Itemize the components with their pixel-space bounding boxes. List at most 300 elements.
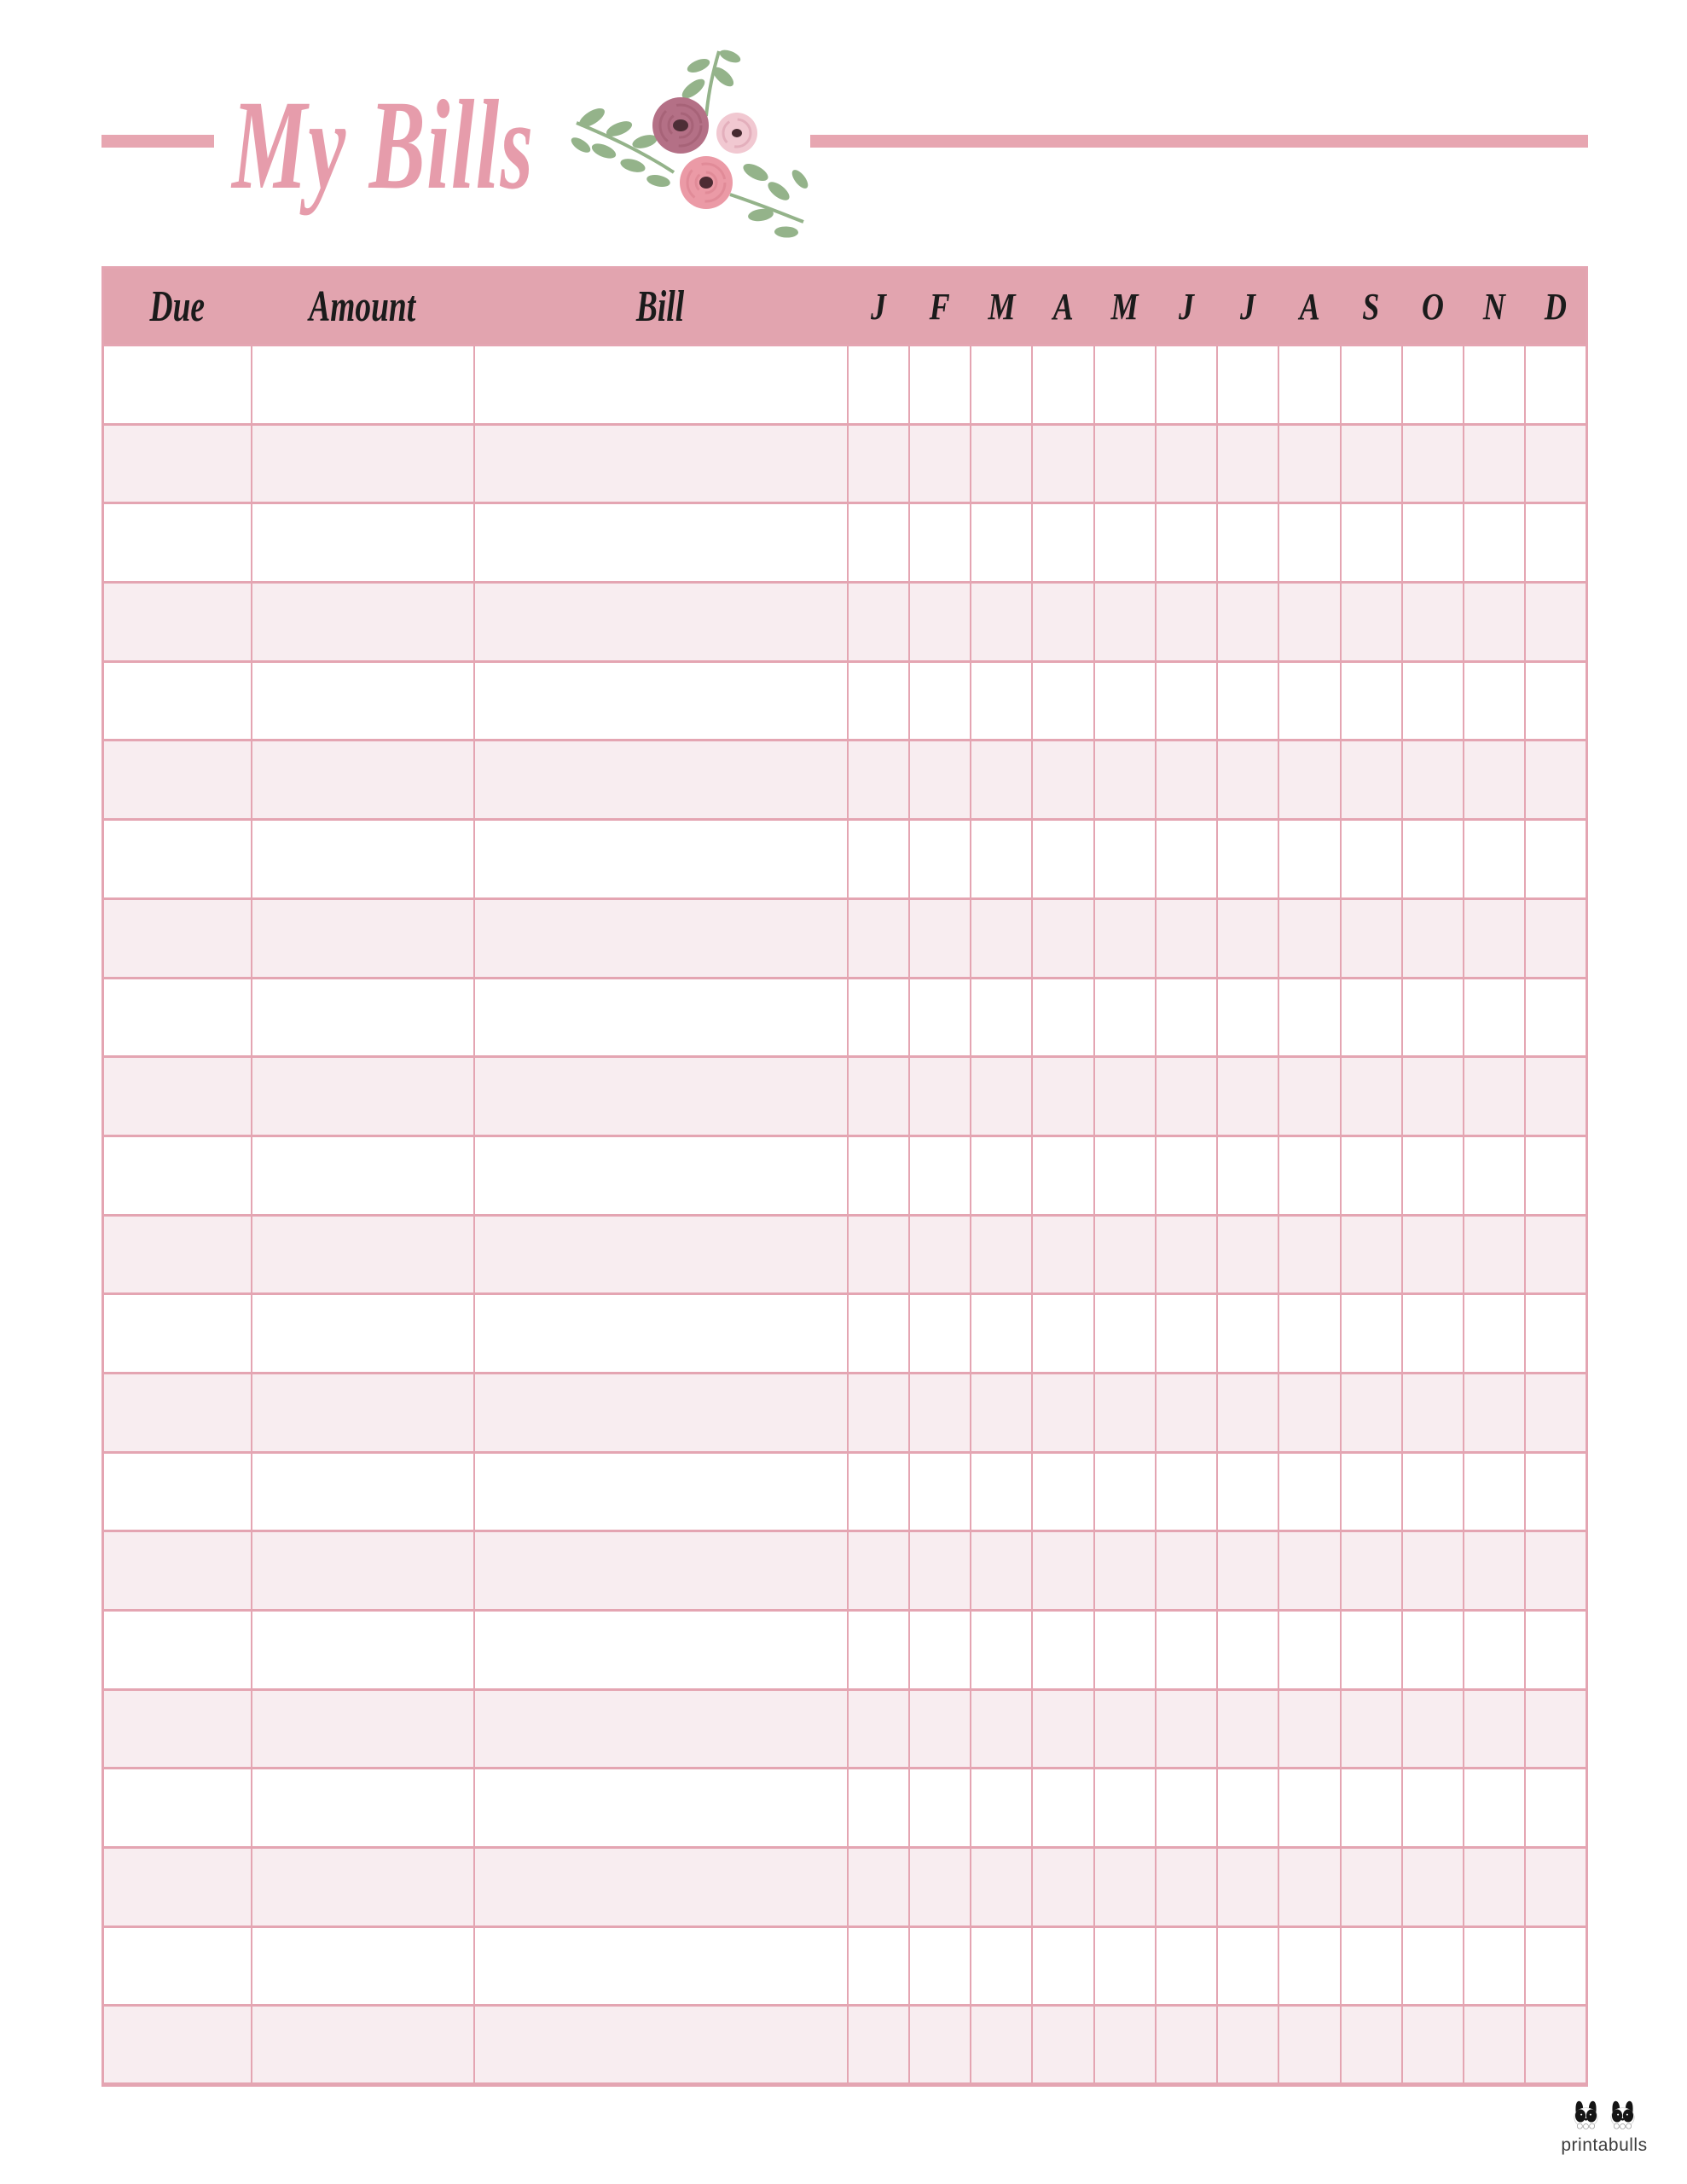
month-cell <box>1464 661 1525 741</box>
due-cell <box>103 1294 252 1374</box>
month-cell <box>971 820 1032 899</box>
month-cell <box>971 1215 1032 1294</box>
amount-cell <box>252 1452 474 1531</box>
month-cell <box>909 1057 971 1136</box>
month-cell <box>1402 1531 1464 1611</box>
table-row <box>103 1926 1587 2006</box>
month-cell <box>909 2006 971 2085</box>
month-cell <box>1341 978 1402 1057</box>
month-cell <box>1402 1136 1464 1215</box>
month-cell <box>1278 1611 1340 1690</box>
bill-cell <box>474 346 848 425</box>
month-cell <box>1278 661 1340 741</box>
amount-cell <box>252 1294 474 1374</box>
month-cell <box>1278 1452 1340 1531</box>
bulldog-head <box>1574 2101 1597 2129</box>
month-cell <box>971 2006 1032 2085</box>
table-row <box>103 741 1587 820</box>
month-cell <box>848 978 909 1057</box>
month-cell <box>1278 1373 1340 1452</box>
amount-cell <box>252 1373 474 1452</box>
month-cell <box>909 1531 971 1611</box>
month-cell <box>848 1452 909 1531</box>
month-cell <box>1341 1057 1402 1136</box>
month-cell <box>1156 1452 1217 1531</box>
month-cell <box>1525 1531 1586 1611</box>
month-cell <box>1525 741 1586 820</box>
table-row <box>103 1848 1587 1927</box>
column-header-due: Due <box>103 268 252 346</box>
bill-cell <box>474 1531 848 1611</box>
month-cell <box>971 741 1032 820</box>
month-cell <box>1525 1926 1586 2006</box>
month-cell <box>1341 1926 1402 2006</box>
month-cell <box>971 1689 1032 1769</box>
column-header-month: M <box>1094 268 1156 346</box>
bills-table-body <box>103 346 1587 2085</box>
month-cell <box>1402 1769 1464 1848</box>
month-cell <box>1094 1136 1156 1215</box>
month-cell <box>1341 1689 1402 1769</box>
month-cell <box>1278 503 1340 583</box>
month-cell <box>1217 1689 1278 1769</box>
month-cell <box>1217 1926 1278 2006</box>
flower-bouquet-illustration <box>554 38 810 253</box>
month-cell <box>1464 2006 1525 2085</box>
amount-cell <box>252 1215 474 1294</box>
month-cell <box>848 346 909 425</box>
month-cell <box>909 741 971 820</box>
month-cell <box>1278 1848 1340 1927</box>
month-cell <box>1341 741 1402 820</box>
month-cell <box>1217 1373 1278 1452</box>
due-cell <box>103 1611 252 1690</box>
month-cell <box>848 661 909 741</box>
month-cell <box>1278 1136 1340 1215</box>
month-cell <box>1217 346 1278 425</box>
month-cell <box>909 346 971 425</box>
month-cell <box>1217 583 1278 662</box>
two-bulldogs-icon <box>1568 2097 1641 2135</box>
month-cell <box>1402 898 1464 978</box>
month-cell <box>848 1848 909 1927</box>
column-header-month: N <box>1464 268 1525 346</box>
table-row <box>103 978 1587 1057</box>
due-cell <box>103 503 252 583</box>
month-cell <box>1402 741 1464 820</box>
month-cell <box>1032 1136 1093 1215</box>
month-cell <box>1341 503 1402 583</box>
month-cell <box>1402 978 1464 1057</box>
month-cell <box>1032 820 1093 899</box>
amount-cell <box>252 1531 474 1611</box>
bill-cell <box>474 503 848 583</box>
month-cell <box>1525 820 1586 899</box>
month-cell <box>1402 503 1464 583</box>
month-cell <box>1156 1373 1217 1452</box>
month-cell <box>1525 1611 1586 1690</box>
due-cell <box>103 1926 252 2006</box>
column-header-month: A <box>1278 268 1340 346</box>
month-cell <box>1402 1689 1464 1769</box>
month-cell <box>909 898 971 978</box>
bill-cell <box>474 1136 848 1215</box>
amount-cell <box>252 503 474 583</box>
month-cell <box>1032 741 1093 820</box>
table-row <box>103 583 1587 662</box>
month-cell <box>909 1136 971 1215</box>
month-cell <box>848 898 909 978</box>
month-cell <box>909 978 971 1057</box>
amount-cell <box>252 346 474 425</box>
month-cell <box>848 1294 909 1374</box>
month-cell <box>1464 1769 1525 1848</box>
left-accent-bar <box>101 135 214 148</box>
rose-mid <box>680 156 733 209</box>
month-cell <box>971 978 1032 1057</box>
table-row <box>103 1689 1587 1769</box>
month-cell <box>971 661 1032 741</box>
month-cell <box>1032 661 1093 741</box>
month-cell <box>1032 1926 1093 2006</box>
due-cell <box>103 978 252 1057</box>
month-cell <box>1217 503 1278 583</box>
due-cell <box>103 661 252 741</box>
month-cell <box>1094 583 1156 662</box>
month-cell <box>1094 1057 1156 1136</box>
table-row <box>103 1769 1587 1848</box>
month-cell <box>971 1611 1032 1690</box>
month-cell <box>1464 1926 1525 2006</box>
month-cell <box>1032 1769 1093 1848</box>
month-cell <box>1156 424 1217 503</box>
month-cell <box>1402 1848 1464 1927</box>
month-cell <box>848 1373 909 1452</box>
month-cell <box>971 1452 1032 1531</box>
month-cell <box>1278 1689 1340 1769</box>
due-cell <box>103 2006 252 2085</box>
month-cell <box>1402 1294 1464 1374</box>
month-cell <box>1525 1215 1586 1294</box>
month-cell <box>1094 1373 1156 1452</box>
month-cell <box>1464 1848 1525 1927</box>
month-cell <box>1464 898 1525 978</box>
month-cell <box>1341 1848 1402 1927</box>
due-cell <box>103 1689 252 1769</box>
month-cell <box>1402 1611 1464 1690</box>
month-cell <box>1032 1215 1093 1294</box>
table-row <box>103 1294 1587 1374</box>
month-cell <box>1525 978 1586 1057</box>
amount-cell <box>252 1689 474 1769</box>
bill-cell <box>474 741 848 820</box>
bill-cell <box>474 424 848 503</box>
month-cell <box>1032 1452 1093 1531</box>
column-header-month: J <box>848 268 909 346</box>
amount-cell <box>252 741 474 820</box>
rose-light <box>716 113 757 154</box>
column-header-month: F <box>909 268 971 346</box>
month-cell <box>1032 424 1093 503</box>
month-cell <box>1341 2006 1402 2085</box>
rose-dark <box>652 97 709 154</box>
month-cell <box>1094 2006 1156 2085</box>
month-cell <box>1156 1294 1217 1374</box>
month-cell <box>1525 2006 1586 2085</box>
brand-name: printabulls <box>1561 2135 1648 2155</box>
month-cell <box>971 1848 1032 1927</box>
month-cell <box>848 424 909 503</box>
month-cell <box>1032 1611 1093 1690</box>
month-cell <box>1341 1294 1402 1374</box>
month-cell <box>971 1531 1032 1611</box>
month-cell <box>1402 1373 1464 1452</box>
month-cell <box>971 1136 1032 1215</box>
month-cell <box>1217 1057 1278 1136</box>
due-cell <box>103 1769 252 1848</box>
column-header-month: J <box>1156 268 1217 346</box>
month-cell <box>1464 1611 1525 1690</box>
month-cell <box>1341 1531 1402 1611</box>
month-cell <box>909 1452 971 1531</box>
month-cell <box>1402 1057 1464 1136</box>
bill-cell <box>474 1215 848 1294</box>
month-cell <box>1217 2006 1278 2085</box>
month-cell <box>1464 503 1525 583</box>
table-header-row <box>103 268 1587 346</box>
column-header-month: D <box>1525 268 1586 346</box>
month-cell <box>1094 503 1156 583</box>
month-cell <box>1032 1531 1093 1611</box>
due-cell <box>103 898 252 978</box>
due-cell <box>103 1848 252 1927</box>
month-cell <box>1156 1926 1217 2006</box>
table-row <box>103 2006 1587 2085</box>
month-cell <box>848 1057 909 1136</box>
month-cell <box>848 820 909 899</box>
month-cell <box>1278 741 1340 820</box>
month-cell <box>1156 503 1217 583</box>
bill-cell <box>474 583 848 662</box>
month-cell <box>1278 1769 1340 1848</box>
bill-cell <box>474 978 848 1057</box>
due-cell <box>103 1136 252 1215</box>
month-cell <box>1525 1689 1586 1769</box>
month-cell <box>1032 1689 1093 1769</box>
table-row <box>103 503 1587 583</box>
month-cell <box>1094 898 1156 978</box>
month-cell <box>1156 978 1217 1057</box>
month-cell <box>1402 661 1464 741</box>
right-accent-bar <box>810 135 1588 148</box>
month-cell <box>909 1611 971 1690</box>
month-cell <box>1464 1689 1525 1769</box>
table-row <box>103 661 1587 741</box>
due-cell <box>103 741 252 820</box>
month-cell <box>1464 1215 1525 1294</box>
month-cell <box>848 583 909 662</box>
brand-logo <box>1542 2097 1667 2156</box>
month-cell <box>1094 346 1156 425</box>
amount-cell <box>252 1848 474 1927</box>
month-cell <box>1156 661 1217 741</box>
month-cell <box>1156 1848 1217 1927</box>
amount-cell <box>252 978 474 1057</box>
month-cell <box>848 1215 909 1294</box>
column-header-amount: Amount <box>252 268 474 346</box>
month-cell <box>1525 1136 1586 1215</box>
month-cell <box>1217 1136 1278 1215</box>
month-cell <box>1032 346 1093 425</box>
month-cell <box>1094 1689 1156 1769</box>
month-cell <box>1525 346 1586 425</box>
month-cell <box>1156 346 1217 425</box>
due-cell <box>103 1057 252 1136</box>
month-cell <box>1217 898 1278 978</box>
month-cell <box>1094 741 1156 820</box>
month-cell <box>1217 1215 1278 1294</box>
month-cell <box>1341 1215 1402 1294</box>
month-cell <box>1094 1215 1156 1294</box>
month-cell <box>1464 741 1525 820</box>
month-cell <box>971 1294 1032 1374</box>
month-cell <box>1094 1926 1156 2006</box>
month-cell <box>1464 424 1525 503</box>
month-cell <box>971 898 1032 978</box>
month-cell <box>1464 1136 1525 1215</box>
month-cell <box>1402 583 1464 662</box>
month-cell <box>848 1769 909 1848</box>
leaf-branch-right <box>730 160 810 238</box>
month-cell <box>848 1926 909 2006</box>
month-cell <box>1464 1452 1525 1531</box>
month-cell <box>1094 978 1156 1057</box>
amount-cell <box>252 2006 474 2085</box>
month-cell <box>1278 820 1340 899</box>
due-cell <box>103 583 252 662</box>
month-cell <box>1217 424 1278 503</box>
month-cell <box>1156 1531 1217 1611</box>
month-cell <box>1217 1848 1278 1927</box>
month-cell <box>1341 583 1402 662</box>
month-cell <box>1464 1057 1525 1136</box>
month-cell <box>1402 424 1464 503</box>
month-cell <box>1094 1848 1156 1927</box>
month-cell <box>1341 661 1402 741</box>
column-header-month: S <box>1341 268 1402 346</box>
month-cell <box>1156 898 1217 978</box>
month-cell <box>971 1057 1032 1136</box>
month-cell <box>1032 978 1093 1057</box>
bill-cell <box>474 820 848 899</box>
table-row <box>103 1611 1587 1690</box>
month-cell <box>1094 661 1156 741</box>
month-cell <box>1402 346 1464 425</box>
month-cell <box>909 1926 971 2006</box>
month-cell <box>1464 820 1525 899</box>
month-cell <box>1464 346 1525 425</box>
month-cell <box>848 503 909 583</box>
month-cell <box>848 1136 909 1215</box>
month-cell <box>1032 1373 1093 1452</box>
month-cell <box>1525 661 1586 741</box>
amount-cell <box>252 661 474 741</box>
bill-cell <box>474 1373 848 1452</box>
month-cell <box>1278 1926 1340 2006</box>
amount-cell <box>252 424 474 503</box>
month-cell <box>1094 1452 1156 1531</box>
month-cell <box>909 503 971 583</box>
amount-cell <box>252 1926 474 2006</box>
month-cell <box>1278 1215 1340 1294</box>
month-cell <box>1278 978 1340 1057</box>
month-cell <box>1525 503 1586 583</box>
bill-cell <box>474 1769 848 1848</box>
amount-cell <box>252 898 474 978</box>
month-cell <box>1464 978 1525 1057</box>
month-cell <box>1156 741 1217 820</box>
month-cell <box>971 583 1032 662</box>
due-cell <box>103 346 252 425</box>
month-cell <box>1341 424 1402 503</box>
month-cell <box>1341 346 1402 425</box>
amount-cell <box>252 820 474 899</box>
month-cell <box>1156 1689 1217 1769</box>
due-cell <box>103 1531 252 1611</box>
month-cell <box>1032 1294 1093 1374</box>
month-cell <box>848 1531 909 1611</box>
bill-cell <box>474 1294 848 1374</box>
month-cell <box>1156 820 1217 899</box>
month-cell <box>1341 1136 1402 1215</box>
month-cell <box>909 1689 971 1769</box>
table-row <box>103 820 1587 899</box>
month-cell <box>1094 820 1156 899</box>
column-header-month: M <box>971 268 1032 346</box>
bill-cell <box>474 1057 848 1136</box>
bill-cell <box>474 1611 848 1690</box>
month-cell <box>1217 741 1278 820</box>
table-row <box>103 1215 1587 1294</box>
month-cell <box>1341 1452 1402 1531</box>
month-cell <box>1217 978 1278 1057</box>
month-cell <box>1525 583 1586 662</box>
due-cell <box>103 1215 252 1294</box>
month-cell <box>848 1611 909 1690</box>
month-cell <box>909 1294 971 1374</box>
due-cell <box>103 1373 252 1452</box>
table-row <box>103 424 1587 503</box>
column-header-month: O <box>1402 268 1464 346</box>
page-title: My Bills <box>232 74 535 216</box>
table-row <box>103 1373 1587 1452</box>
month-cell <box>1402 1926 1464 2006</box>
month-cell <box>1402 820 1464 899</box>
month-cell <box>1525 1057 1586 1136</box>
bill-cell <box>474 898 848 978</box>
month-cell <box>1032 2006 1093 2085</box>
amount-cell <box>252 1769 474 1848</box>
column-header-bill: Bill <box>474 268 848 346</box>
month-cell <box>1094 1531 1156 1611</box>
month-cell <box>1402 2006 1464 2085</box>
column-header-month: A <box>1032 268 1093 346</box>
month-cell <box>909 1848 971 1927</box>
month-cell <box>1278 1294 1340 1374</box>
bills-table <box>101 266 1588 2087</box>
month-cell <box>848 2006 909 2085</box>
month-cell <box>848 741 909 820</box>
